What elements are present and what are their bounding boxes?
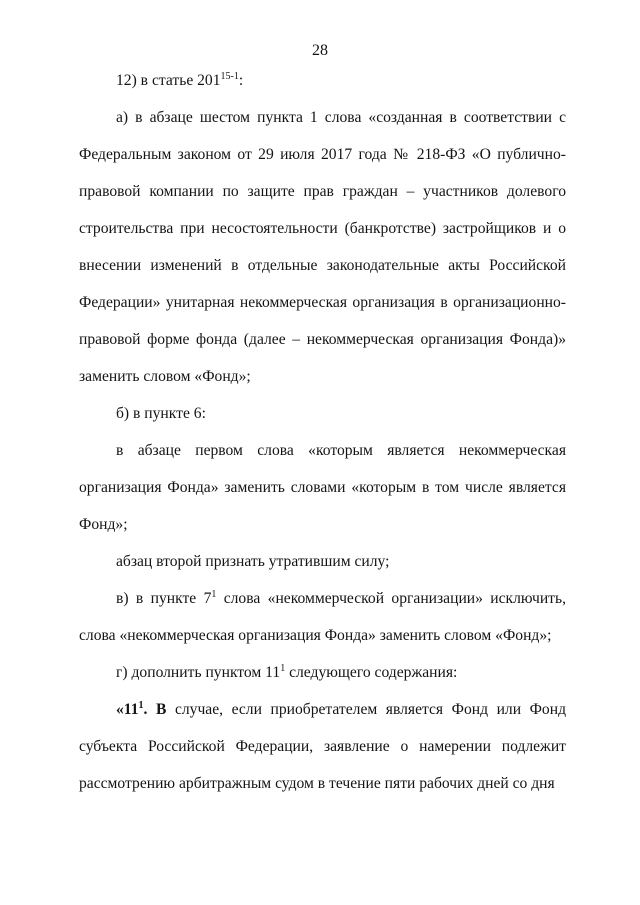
subitem-b-heading: б) в пункте 6: <box>116 405 206 422</box>
subitem-a-paragraph: а) в абзаце шестом пункта 1 слова «созданная в соответствии с Федеральным законом от 29 июля 2017 года № 218-ФЗ «О публично-правовой компании по защите прав граждан – участников долевого строительства при несостоятельности (банкротстве) застройщиков и о внесении изменений в отдельные законодательные акты Российской Федерации» унитарная некоммерческая организация в организационно-правовой форме фонда (далее – некоммерческая организация Фонда)» заменить словом «Фонд»; <box>79 109 566 385</box>
subitem-g-text-before: г) дополнить пунктом 11 <box>116 664 281 681</box>
item-12-tail: : <box>238 72 244 89</box>
subitem-v-paragraph <box>79 580 566 654</box>
subitem-b-paragraph-2: абзац второй признать утратившим силу; <box>116 553 390 570</box>
document-body <box>79 62 566 802</box>
quote-open: «11 <box>116 701 139 718</box>
item-12-heading <box>79 62 566 99</box>
quote-text: случае, если приобретателем является Фонд или Фонд субъекта Российской Федерации, заявление о намерении подлежит рассмотрению арбитражным судом в течение пяти рабочих дней со дня <box>79 701 567 792</box>
subitem-v-text-after: слова «некоммерческой организации» исключить, слова «некоммерческая организация Фонда» заменить словом «Фонд»; <box>79 590 566 644</box>
subitem-g-text-after: следующего содержания: <box>285 664 458 681</box>
subitem-b-paragraph-1: в абзаце первом слова «которым является некоммерческая организация Фонда» заменить словами «которым в том числе является Фонд»; <box>79 442 566 533</box>
quote-superscript: 1 <box>138 700 144 711</box>
quoted-paragraph <box>79 691 566 802</box>
item-12-text: 12) в статье 201 <box>116 72 221 89</box>
subitem-v-superscript: 1 <box>211 589 217 600</box>
subitem-v-text-before: в) в пункте 7 <box>116 590 212 607</box>
quote-lead: . В <box>143 701 167 718</box>
page-number: 28 <box>312 42 328 59</box>
item-12-superscript: 15-1 <box>220 71 239 82</box>
subitem-g-superscript: 1 <box>280 663 286 674</box>
subitem-g-paragraph <box>79 654 566 691</box>
